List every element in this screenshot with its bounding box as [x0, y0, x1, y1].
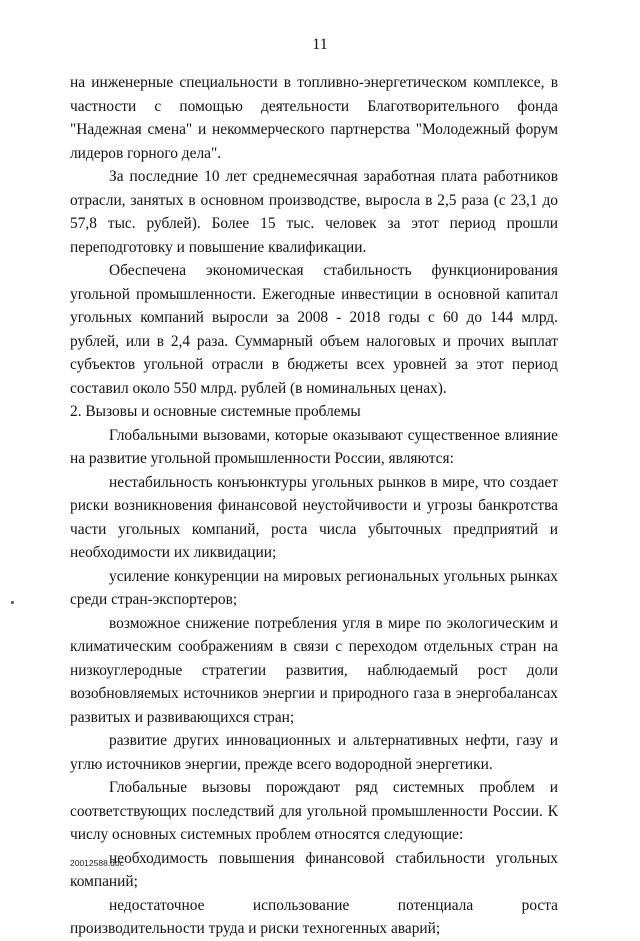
paragraph-stability: Обеспечена экономическая стабильность функционирования угольной промышленности. Ежегодные инвестиции в основной капитал угольных компаний выросли за 2008 - 2018 годы с 60 до 144 млрд. рублей, или в 2,4 раза. Суммарный объем налоговых и прочих выплат субъектов угольной отрасли в бюджеты всех уровней за этот период составил около 550 млрд. рублей (в номинальных ценах). [70, 262, 558, 397]
list-item-financial-stability: необходимость повышения финансовой стабильности угольных компаний; [70, 849, 558, 890]
page-number: 11 [312, 36, 328, 53]
document-body [70, 71, 558, 941]
list-item-market-instability: нестабильность конъюнктуры угольных рынков в мире, что создает риски возникновения финансовой неустойчивости и угрозы банкротства части угольных компаний, роста числа убыточных предприятий и необходимости их ликвидации; [70, 473, 558, 561]
list-item-alternative-energy: развитие других инновационных и альтернативных нефти, газу и углю источников энергии, прежде всего водородной энергетики. [70, 732, 558, 773]
list-item-consumption-decline: возможное снижение потребления угля в мире по экологическим и климатическим соображениям в связи с переходом отдельных стран на низкоуглеродные стратегии развития, наблюдаемый рост доли возобновляемых источников энергии и природного газа в энергобалансах развитых и развивающихся стран; [70, 614, 558, 726]
section-heading: 2. Вызовы и основные системные проблемы [70, 403, 361, 420]
paragraph-salary: За последние 10 лет среднемесячная заработная плата работников отрасли, занятых в основном производстве, выросла в 2,5 раза (с 23,1 до 57,8 тыс. рублей). Более 15 тыс. человек за этот период прошли переподготовку и повышение квалификации. [70, 168, 558, 256]
scan-speck [11, 601, 14, 604]
paragraph-systemic-problems-intro: Глобальные вызовы порождают ряд системных проблем и соответствующих последствий для угольной промышленности России. К числу основных системных проблем относятся следующие: [70, 779, 558, 843]
paragraph-global-challenges-intro: Глобальными вызовами, которые оказывают существенное влияние на развитие угольной промышленности России, являются: [70, 426, 558, 467]
paragraph-continuation: на инженерные специальности в топливно-энергетическом комплексе, в частности с помощью деятельности Благотворительного фонда "Надежная смена" и некоммерческого партнерства "Молодежный форум лидеров горного дела". [70, 74, 558, 162]
list-item-productivity: недостаточное использование потенциала роста производительности труда и риски техногенных аварий; [70, 896, 558, 937]
list-item-competition: усиление конкуренции на мировых региональных угольных рынках среди стран-экспортеров; [70, 567, 558, 608]
footer-filename: 20012588.doc [70, 858, 124, 868]
